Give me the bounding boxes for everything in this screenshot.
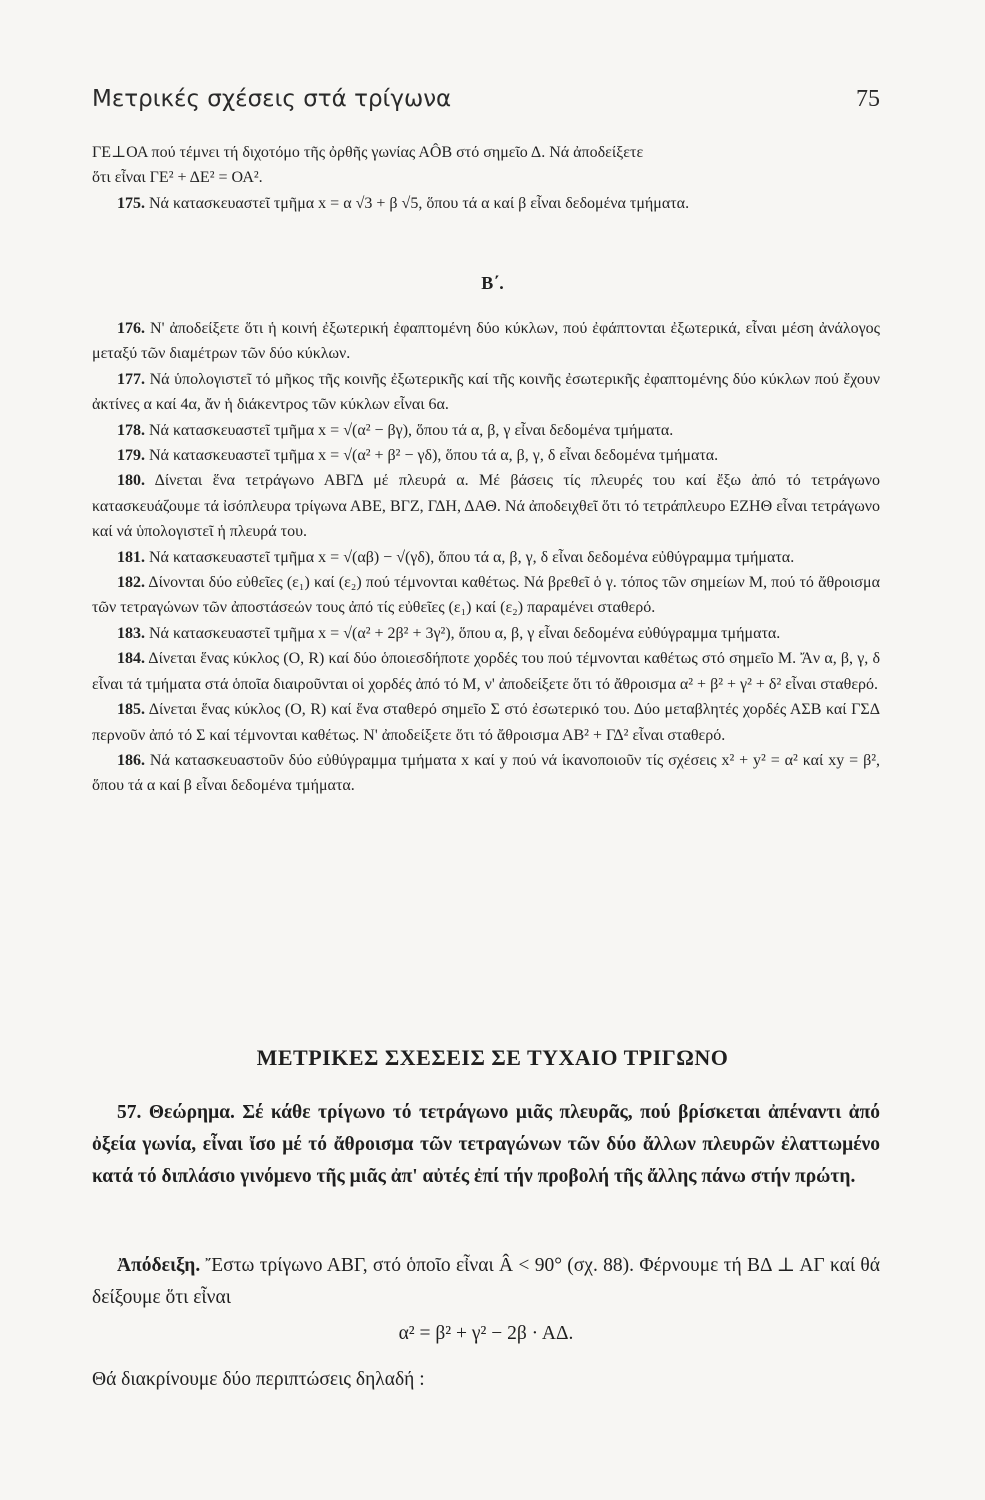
theorem-block (92, 1097, 880, 1193)
problem-number: 180. (117, 472, 145, 490)
proof-intro (92, 1250, 880, 1314)
problem-text: Νά κατασκευαστεῖ τμῆμα x = √(α² + 2β² + 3γ²), ὅπου α, β, γ εἶναι δεδομένα εὐθύγραμμα τμήματα. (149, 624, 781, 642)
problem-180 (92, 468, 880, 544)
problem-text: Δίνεται ἕνα τετράγωνο ΑΒΓΔ μέ πλευρά α. Μέ βάσεις τίς πλευρές του καί ἔξω ἀπό τό τετράγωνο κατασκευάζουμε τά ἰσόπλευρα τρίγωνα ΑΒΕ, ΒΓΖ, ΓΔΗ, ΔΑΘ. Νά ἀποδειχθεῖ ὅτι τό τετράπλευρο ΕΖΗΘ εἶναι τετράγωνο καί νά ὑπολογιστεῖ ἡ πλευρά του. (92, 472, 881, 541)
problem-number: 185. (117, 701, 145, 719)
proof-formula: α² = β² + γ² − 2β · ΑΔ. (398, 1323, 574, 1344)
problem-181 (92, 545, 880, 570)
running-title: Μετρικές σχέσεις στά τρίγωνα (92, 86, 452, 112)
theorem-label: 57. Θεώρημα. (117, 1102, 235, 1123)
page-number: 75 (856, 86, 880, 112)
problem-182 (92, 570, 880, 621)
section-heading: ΜΕΤΡΙΚΕΣ ΣΧΕΣΕΙΣ ΣΕ ΤΥΧΑΙΟ ΤΡΙΓΩΝΟ (256, 1045, 729, 1070)
problem-text: Νά κατασκευαστεῖ τμῆμα x = α √3 + β √5, ὅπου τά α καί β εἶναι δεδομένα τμήματα. (149, 194, 690, 212)
problem-number: 179. (117, 447, 145, 465)
problem-text: Ν' ἀποδείξετε ὅτι ἡ κοινή ἐξωτερική ἐφαπτομένη δύο κύκλων, πού ἐφάπτονται ἐξωτερικά, εἶναι μέση ἀνάλογος μεταξύ τῶν διαμέτρων τῶν δύο κύκλων. (92, 320, 881, 363)
problem-number: 175. (117, 194, 145, 212)
continued-line-1: ΓΕ⊥ΟΑ πού τέμνει τή διχοτόμο τῆς ὀρθῆς γωνίας ΑÔΒ στό σημεῖο Δ. Νά ἀποδείξετε (92, 144, 644, 161)
problem-185 (92, 697, 880, 748)
problem-number: 186. (117, 751, 145, 769)
problem-list (92, 316, 880, 799)
problem-text: Δίνεται ἕνας κύκλος (Ο, R) καί ἕνα σταθερό σημεῖο Σ στό ἐσωτερικό του. Δύο μεταβλητές χορδές ΑΣΒ καί ΓΣΔ περνοῦν ἀπό τό Σ καί τέμνονται καθέτως. Ν' ἀποδείξετε ὅτι τό ἄθροισμα ΑΒ² + ΓΔ² εἶναι σταθερό. (92, 701, 881, 744)
proof-label: Ἀπόδειξη. (117, 1255, 201, 1276)
problem-number: 184. (117, 650, 145, 668)
theorem-57 (92, 1097, 880, 1193)
problem-186 (92, 748, 880, 799)
section-b-label: Β΄. (481, 273, 504, 293)
problem-text: Νά κατασκευαστεῖ τμῆμα x = √(α² + β² − γδ), ὅπου τά α, β, γ, δ εἶναι δεδομένα τμήματα. (149, 447, 719, 465)
problem-number: 182. (117, 574, 145, 592)
proof-text: Ἔστω τρίγωνο ΑΒΓ, στό ὁποῖο εἶναι Â < 90° (σχ. 88). Φέρνουμε τή ΒΔ ⊥ ΑΓ καί θά δείξουμε ὅτι εἶναι (92, 1255, 880, 1308)
problem-179 (92, 443, 880, 468)
problem-177 (92, 367, 880, 418)
problem-text: Νά κατασκευαστεῖ τμῆμα x = √(αβ) − √(γδ), ὅπου τά α, β, γ, δ εἶναι δεδομένα εὐθύγραμμα τμήματα. (149, 548, 795, 566)
theorem-text: Σέ κάθε τρίγωνο τό τετράγωνο μιᾶς πλευρᾶς, πού βρίσκεται ἀπέναντι ἀπό ὀξεία γωνία, εἶναι ἴσο μέ τό ἄθροισμα τῶν τετραγώνων τῶν δύο ἄλλων πλευρῶν ἐλαττωμένο κατά τό διπλάσιο γινόμενο τῆς μιᾶς ἀπ' αὐτές ἐπί τήν προβολή τῆς ἄλλης πάνω στήν πρώτη. (92, 1102, 881, 1187)
problem-175 (92, 191, 880, 216)
problem-number: 176. (117, 320, 145, 337)
problem-number: 181. (117, 548, 145, 566)
problem-176 (92, 316, 880, 367)
problem-number: 183. (117, 624, 145, 642)
problem-text: Δίνονται δύο εὐθεῖες (ε₁) καί (ε₂) πού τέμνονται καθέτως. Νά βρεθεῖ ὁ γ. τόπος τῶν σημείων Μ, πού τό ἄθροισμα τῶν τετραγώνων τῶν ἀποστάσεών τους ἀπό τίς εὐθεῖες (ε₁) καί (ε₂) παραμένει σταθερό. (92, 574, 880, 617)
proof-block (92, 1250, 880, 1396)
problem-number: 178. (117, 421, 145, 439)
problem-text: Δίνεται ἕνας κύκλος (Ο, R) καί δύο ὁποιεσδήποτε χορδές του πού τέμνονται καθέτως στό σημεῖο Μ. Ἄν α, β, γ, δ εἶναι τά τμήματα στά ὁποῖα διαιροῦνται οἱ χορδές ἀπό τό Μ, ν' ἀποδείξετε ὅτι τό ἄθροισμα α² + β² + γ² + δ² εἶναι σταθερό. (92, 650, 880, 693)
problem-number: 177. (117, 370, 145, 388)
problem-183 (92, 621, 880, 646)
proof-closing: Θά διακρίνουμε δύο περιπτώσεις δηλαδή : (92, 1369, 425, 1390)
continued-line-2: ὅτι εἶναι ΓΕ² + ΔΕ² = ΟΑ². (92, 169, 263, 187)
problem-184 (92, 646, 880, 697)
problem-text: Νά κατασκευαστοῦν δύο εὐθύγραμμα τμήματα x καί y πού νά ἱκανοποιοῦν τίς σχέσεις x² + y² = α² καί xy = β², ὅπου τά α καί β εἶναι δεδομένα τμήματα. (92, 751, 881, 795)
problem-178 (92, 418, 880, 443)
top-text (92, 140, 880, 216)
problem-text: Νά κατασκευαστεῖ τμῆμα x = √(α² − βγ), ὅπου τά α, β, γ εἶναι δεδομένα τμήματα. (149, 421, 674, 439)
running-header (92, 86, 880, 113)
problem-text: Νά ὑπολογιστεῖ τό μῆκος τῆς κοινῆς ἐξωτερικῆς καί τῆς κοινῆς ἐσωτερικῆς ἐφαπτομένης δύο κύκλων πού ἔχουν ἀκτίνες α καί 4α, ἄν ἡ διάκεντρος τῶν κύκλων εἶναι 6α. (92, 370, 880, 414)
